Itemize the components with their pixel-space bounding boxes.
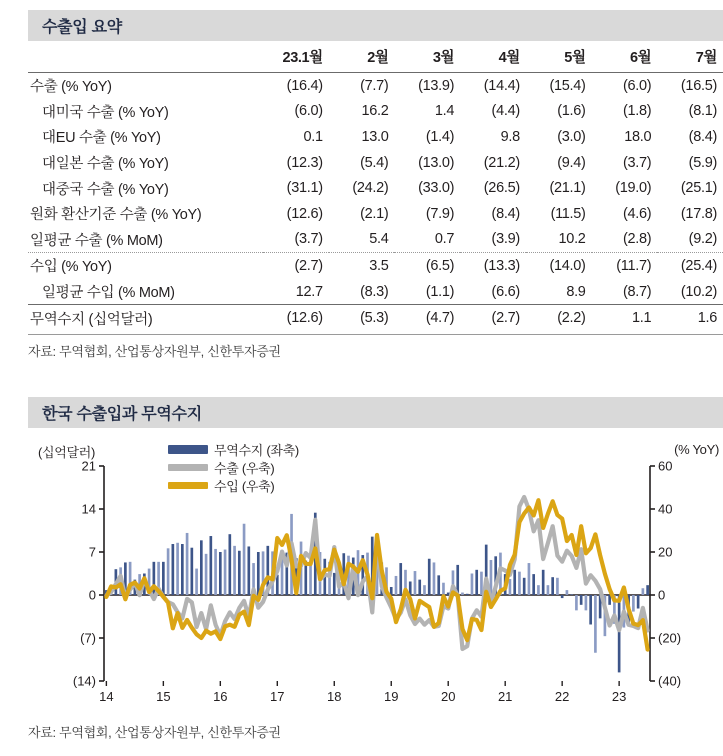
row-value: (5.9)	[688, 154, 717, 171]
balance-bar	[176, 543, 179, 595]
row-value: (2.1)	[360, 205, 389, 222]
row-value: 5.4	[369, 231, 389, 248]
x-axis-tick-label: 20	[440, 689, 456, 704]
right-axis-unit: (% YoY)	[674, 442, 719, 457]
balance-bar	[537, 585, 540, 595]
row-value: (5.4)	[360, 154, 389, 171]
balance-bar	[594, 595, 597, 653]
x-axis-tick-label: 17	[270, 689, 285, 704]
balance-bar	[580, 595, 583, 605]
row-value: (17.8)	[680, 205, 717, 222]
row-value: (9.4)	[557, 154, 586, 171]
row-value: (3.0)	[557, 128, 586, 145]
row-value: (26.5)	[483, 180, 520, 197]
y2-axis-tick-label: 40	[658, 501, 673, 517]
row-value: 12.7	[295, 283, 323, 300]
row-value: 16.2	[361, 103, 389, 120]
row-label: 대일본 수출 (% YoY)	[42, 156, 169, 173]
y2-axis-tick-label: 20	[658, 544, 673, 560]
balance-bar	[228, 534, 231, 595]
chart-title: 한국 수출입과 무역수지	[42, 406, 202, 423]
balance-bar	[167, 548, 170, 595]
balance-bar	[475, 570, 478, 595]
x-axis-tick-label: 18	[327, 689, 342, 704]
table-row	[28, 227, 723, 253]
row-value: (7.9)	[425, 205, 455, 222]
row-value: 9.8	[500, 128, 520, 145]
chart-section	[28, 397, 723, 741]
balance-bar	[471, 574, 474, 596]
row-label: 일평균 수출 (% MoM)	[30, 232, 163, 249]
balance-bar	[333, 573, 336, 595]
legend-label: 수출 (우축)	[214, 460, 275, 476]
row-label: 수출 (% YoY)	[30, 79, 112, 96]
balance-bar	[561, 595, 564, 598]
row-label: 원화 환산기준 수출 (% YoY)	[30, 207, 202, 224]
row-value: (4.4)	[491, 103, 520, 120]
col-head-label	[28, 41, 263, 73]
row-label: 무역수지 (십억달러)	[28, 305, 263, 331]
table-row	[28, 201, 723, 227]
balance-bar	[224, 550, 227, 595]
legend-item	[168, 440, 299, 458]
col-head-5: 5월	[526, 41, 592, 73]
table-row	[28, 175, 723, 201]
col-head-2: 2월	[329, 41, 395, 73]
balance-bar	[186, 533, 189, 595]
balance-bar	[433, 562, 436, 595]
row-value: (6.5)	[394, 253, 460, 279]
row-value: (25.4)	[657, 253, 723, 279]
row-value: (24.2)	[352, 180, 389, 197]
col-head-3: 3월	[394, 41, 460, 73]
left-axis-unit: (십억달러)	[38, 445, 96, 460]
y2-axis-tick-label: 60	[658, 458, 673, 474]
balance-bar	[247, 546, 250, 595]
balance-bar	[466, 594, 469, 595]
row-value: (3.7)	[622, 154, 652, 171]
y2-axis-tick-label: 0	[658, 587, 666, 603]
balance-bar	[480, 572, 483, 595]
row-value: (12.6)	[286, 205, 323, 222]
balance-bar	[191, 548, 194, 595]
balance-bar	[243, 524, 246, 595]
balance-bar	[418, 580, 421, 595]
row-value: (9.2)	[688, 231, 717, 248]
row-value: (16.5)	[680, 77, 717, 94]
x-axis-tick-label: 23	[611, 689, 627, 704]
row-value: 10.2	[558, 231, 586, 248]
row-value: (7.7)	[360, 77, 389, 94]
x-axis-tick-label: 15	[156, 689, 171, 704]
row-value: 13.0	[361, 128, 389, 145]
row-value: (33.0)	[418, 180, 455, 197]
chart-svg	[104, 466, 650, 681]
col-head-1: 23.1월	[263, 41, 329, 73]
balance-bar	[528, 563, 531, 595]
balance-bar	[209, 536, 212, 595]
y-axis-tick-label: (7)	[80, 630, 96, 646]
summary-section-header	[28, 10, 723, 41]
legend-label: 무역수지 (좌축)	[214, 442, 299, 458]
row-value: (8.7)	[622, 283, 652, 300]
row-value: (3.7)	[294, 231, 323, 248]
row-label: 일평균 수입 (% MoM)	[42, 285, 175, 302]
row-value: (12.6)	[263, 305, 329, 331]
chart-source: 자료: 무역협회, 산업통상자원부, 신한투자증권	[28, 725, 281, 740]
row-value: (14.4)	[483, 77, 520, 94]
balance-bar	[428, 559, 431, 595]
x-axis-tick-label: 21	[497, 689, 513, 704]
row-value: (15.4)	[549, 77, 586, 94]
table-row	[28, 73, 723, 99]
row-value: (2.7)	[263, 253, 329, 279]
balance-bar	[162, 562, 165, 595]
row-value: (4.7)	[394, 305, 460, 331]
summary-table-head	[28, 41, 723, 73]
table-row	[28, 279, 723, 305]
row-value: (13.0)	[418, 154, 455, 171]
summary-title: 수출입 요약	[42, 19, 122, 36]
balance-bar	[257, 552, 260, 595]
legend-swatch-icon	[168, 445, 208, 454]
row-value: (19.0)	[615, 180, 652, 197]
balance-bar	[195, 569, 198, 595]
col-head-4: 4월	[460, 41, 526, 73]
chart-plot-area	[72, 458, 682, 704]
y-axis-tick-label: 7	[88, 544, 96, 560]
balance-bar	[585, 595, 588, 610]
row-value: (1.1)	[425, 283, 455, 300]
balance-bar	[618, 595, 621, 672]
row-value: (13.9)	[418, 77, 455, 94]
table-row	[28, 124, 723, 150]
row-value: (8.4)	[688, 128, 717, 145]
balance-bar	[219, 552, 222, 595]
row-value: (21.2)	[483, 154, 520, 171]
balance-bar	[238, 551, 241, 595]
row-value: (1.8)	[622, 103, 652, 120]
row-value: (6.6)	[491, 283, 520, 300]
row-value: (2.7)	[460, 305, 526, 331]
balance-bar	[637, 595, 640, 609]
row-value: 3.5	[329, 253, 395, 279]
balance-bar	[551, 577, 554, 595]
balance-bar	[205, 554, 208, 595]
balance-bar	[181, 544, 184, 595]
row-value: 0.7	[434, 231, 455, 248]
chart-section-header	[28, 397, 723, 428]
balance-bar	[542, 570, 545, 595]
balance-bar	[566, 590, 569, 595]
y-axis-tick-label: 14	[81, 501, 96, 517]
row-value: (10.2)	[680, 283, 717, 300]
balance-bar	[518, 572, 521, 595]
balance-bar	[646, 585, 649, 595]
balance-bar	[575, 595, 578, 610]
y-axis-tick-label: 21	[81, 458, 96, 474]
summary-table	[28, 41, 723, 331]
balance-bar	[172, 544, 175, 595]
row-value: 1.4	[434, 103, 455, 120]
row-value: (2.8)	[622, 231, 652, 248]
x-axis-tick-label: 19	[384, 689, 399, 704]
row-value: 1.6	[657, 305, 723, 331]
table-row	[28, 305, 723, 331]
x-axis-tick-label: 22	[554, 689, 570, 704]
row-value: (1.6)	[557, 103, 586, 120]
col-head-6: 6월	[592, 41, 658, 73]
balance-bar	[523, 578, 526, 595]
balance-bar	[214, 549, 217, 595]
row-value: (2.2)	[526, 305, 592, 331]
row-value: (12.3)	[286, 154, 323, 171]
row-value: 18.0	[624, 128, 652, 145]
summary-header-row	[28, 41, 723, 73]
balance-bar	[437, 575, 440, 595]
row-value: (21.1)	[549, 180, 586, 197]
balance-bar	[513, 570, 516, 595]
balance-bar	[570, 594, 573, 595]
row-value: (11.7)	[592, 253, 658, 279]
balance-bar	[442, 583, 445, 595]
balance-bar	[632, 595, 635, 612]
row-value: (8.4)	[491, 205, 520, 222]
row-value: (13.3)	[460, 253, 526, 279]
balance-bar	[642, 588, 645, 595]
row-value: (16.4)	[286, 77, 323, 94]
row-label: 대중국 수출 (% YoY)	[42, 181, 169, 198]
balance-bar	[395, 576, 398, 595]
y2-axis-tick-label: (40)	[658, 673, 682, 689]
summary-table-body	[28, 73, 723, 331]
row-value: (25.1)	[680, 180, 717, 197]
row-value: (6.0)	[294, 103, 323, 120]
row-label: 대미국 수출 (% YoY)	[42, 104, 169, 121]
row-value: (4.6)	[622, 205, 652, 222]
row-value: (11.5)	[550, 205, 586, 222]
summary-source: 자료: 무역협회, 산업통상자원부, 신한투자증권	[28, 343, 281, 359]
col-head-7: 7월	[657, 41, 723, 73]
chart-canvas-area	[28, 428, 723, 718]
table-row	[28, 253, 723, 279]
row-value: 0.1	[303, 128, 323, 145]
balance-bar	[509, 579, 512, 595]
row-value: (31.1)	[286, 180, 323, 197]
row-value: 1.1	[592, 305, 658, 331]
balance-bar	[423, 585, 426, 595]
y-axis-tick-label: 0	[88, 587, 96, 603]
legend-label: 수입 (우축)	[214, 478, 275, 494]
y-axis-tick-label: (14)	[72, 673, 96, 689]
balance-bar	[414, 571, 417, 595]
table-row	[28, 150, 723, 176]
row-value: (1.4)	[425, 128, 455, 145]
x-axis-tick-label: 16	[213, 689, 228, 704]
row-value: (14.0)	[526, 253, 592, 279]
row-value: (3.9)	[491, 231, 520, 248]
row-value: (8.3)	[360, 283, 389, 300]
balance-bar	[200, 540, 203, 595]
x-axis-tick-label: 14	[99, 689, 114, 704]
row-value: (5.3)	[329, 305, 395, 331]
row-label: 수입 (% YoY)	[28, 253, 263, 279]
balance-bar	[399, 563, 402, 595]
balance-bar	[461, 593, 464, 595]
y2-axis-tick-label: (20)	[658, 630, 682, 646]
balance-bar	[233, 546, 236, 595]
summary-table-section	[28, 10, 723, 360]
row-value: (8.1)	[688, 103, 717, 120]
table-row	[28, 99, 723, 125]
balance-bar	[547, 585, 550, 595]
row-value: 8.9	[566, 283, 586, 300]
row-value: (6.0)	[622, 77, 652, 94]
balance-bar	[556, 578, 559, 595]
balance-bar	[532, 574, 535, 595]
row-label: 대EU 수출 (% YoY)	[42, 130, 161, 147]
balance-bar	[589, 595, 592, 624]
